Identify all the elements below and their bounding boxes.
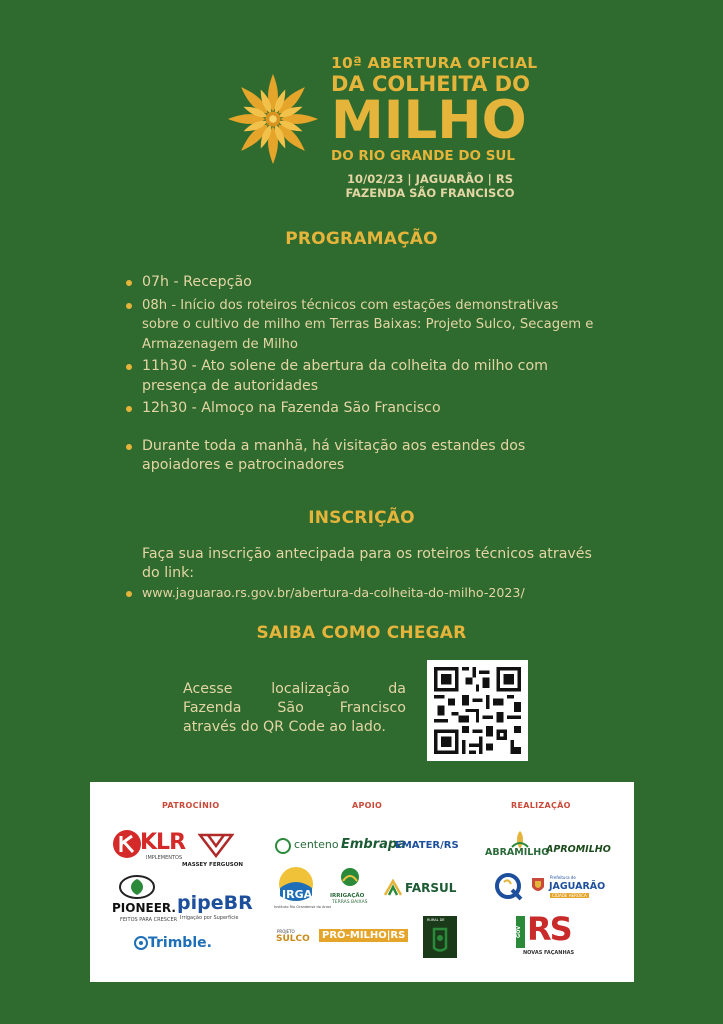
list-item: 08h - Início dos roteiros técnicos com estações demonstrativas sobre o cultivo de milho em Terras Baixas: Projeto Sulco, Secagem e Armazenagem de Milho xyxy=(124,296,594,355)
pipebr-logo: pipeBR xyxy=(177,892,253,914)
event-date-place: 10/02/23 | JAGUARÃO | RS xyxy=(347,172,513,186)
list-item: 11h30 - Ato solene de abertura da colheita do milho com presença de autoridades xyxy=(124,357,594,396)
pioneer-logo-icon xyxy=(119,875,155,899)
patrocinio-label: PATROCÍNIO xyxy=(162,801,220,810)
klr-logo-icon xyxy=(112,829,142,859)
rural-label: RURAL DE xyxy=(427,918,445,922)
pioneer-logo: PIONEER. xyxy=(112,901,176,915)
terras-label: TERRAS BAIXAS xyxy=(332,900,368,905)
novas-facanhas-label: NOVAS FAÇANHAS xyxy=(523,950,575,956)
list-item: 12h30 - Almoço na Fazenda São Francisco xyxy=(124,399,594,419)
centeno-logo-icon xyxy=(275,838,291,854)
abramilho-logo: ABRAMILHO xyxy=(485,847,550,858)
title-line-3: MILHO xyxy=(331,90,527,151)
farsul-logo: FARSUL xyxy=(405,881,457,895)
inscricao-heading: INSCRIÇÃO xyxy=(308,508,415,528)
rural-logo-icon xyxy=(429,926,451,954)
list-item: 07h - Recepção xyxy=(124,273,594,293)
sponsors-panel xyxy=(90,782,634,982)
gov-label: GOV xyxy=(516,925,522,938)
chegar-heading: SAIBA COMO CHEGAR xyxy=(256,623,467,643)
realizacao-label: REALIZAÇÃO xyxy=(511,801,571,810)
chegar-line: Fazenda São Francisco xyxy=(183,700,406,716)
trimble-logo: Trimble. xyxy=(148,935,212,951)
promilho-logo: PRÓ-MILHO|RS xyxy=(319,929,408,942)
chegar-line: através do QR Code ao lado. xyxy=(183,719,386,735)
programacao-list xyxy=(124,273,594,479)
projeto-label: PROJETO xyxy=(277,929,295,934)
embrapa-logo: Embrapa xyxy=(341,837,406,852)
rs-logo: RS xyxy=(527,910,571,948)
title-line-2: DA COLHEITA DO xyxy=(331,72,530,96)
apromilho-logo: APROMILHO xyxy=(546,844,611,855)
inscricao-text: Faça sua inscrição antecipada para os roteiros técnicos através do link: xyxy=(142,546,592,581)
event-venue: FAZENDA SÃO FRANCISCO xyxy=(345,186,515,200)
event-info xyxy=(320,172,540,200)
q-logo-icon xyxy=(494,872,524,902)
irga-logo: IRGA xyxy=(282,888,313,901)
chegar-line: Acesse localização da xyxy=(183,681,406,697)
centeno-logo: centeno xyxy=(294,838,339,851)
title-line-1: 10ª ABERTURA OFICIAL xyxy=(331,54,538,72)
sulco-logo: SULCO xyxy=(276,934,310,944)
irrigacao-logo-icon xyxy=(337,867,363,891)
massey-ferguson-logo-icon xyxy=(198,832,234,858)
massey-ferguson-logo: MASSEY FERGUSON xyxy=(182,862,244,868)
jaguarao-crest-icon xyxy=(531,877,545,895)
irrigacao-label: IRRIGAÇÃO xyxy=(330,893,365,899)
jaguarao-top: Prefeitura de xyxy=(550,875,576,880)
farsul-logo-icon xyxy=(383,879,403,897)
klr-sub: IMPLEMENTOS xyxy=(146,855,183,861)
event-title xyxy=(331,55,541,164)
emater-logo: EMATER/RS xyxy=(395,840,459,851)
klr-logo: KLR xyxy=(140,830,186,855)
pipebr-sub: Irrigação por Superfície xyxy=(180,915,239,921)
chegar-text xyxy=(183,680,406,737)
trimble-logo-icon xyxy=(134,936,148,950)
qr-code-icon[interactable] xyxy=(427,660,528,761)
jaguarao-logo: JAGUARÃO xyxy=(549,881,606,892)
inscricao-link[interactable]: www.jaguarao.rs.gov.br/abertura-da-colheita-do-milho-2023/ xyxy=(124,585,612,600)
programacao-heading: PROGRAMAÇÃO xyxy=(285,229,438,249)
irga-sub: Instituto Rio Grandense do Arroz xyxy=(274,905,332,909)
jaguarao-sub: CIDADE HEROICA xyxy=(552,893,587,898)
apoio-label: APOIO xyxy=(352,801,383,810)
list-item: Durante toda a manhã, há visitação aos estandes dos apoiadores e patrocinadores xyxy=(124,437,594,476)
corn-flower-emblem-icon xyxy=(226,72,320,166)
pioneer-sub: FEITOS PARA CRESCER xyxy=(120,917,178,923)
title-line-4: DO RIO GRANDE DO SUL xyxy=(331,148,515,164)
